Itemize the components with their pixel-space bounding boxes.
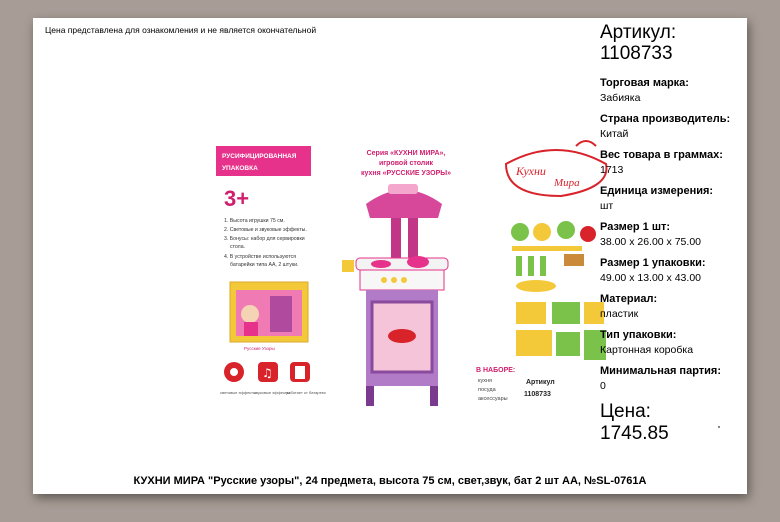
set-title: В НАБОРЕ: [476, 367, 516, 374]
article-label: Артикул: [600, 22, 677, 43]
set-item: посуда [478, 387, 496, 393]
field-label: Тип упаковки: [600, 329, 677, 341]
logo-text-2: Мира [554, 177, 580, 189]
sku-value: 1108733 [524, 391, 551, 398]
field-value: 1713 [600, 164, 624, 176]
field-brand [600, 76, 745, 105]
field-package-type [600, 328, 745, 357]
set-item: кухня [478, 378, 492, 384]
field-label: Минимальная партия: [600, 365, 721, 377]
product-image [216, 126, 611, 416]
product-caption: КУХНИ МИРА "Русские узоры", 24 предмета, высота 75 см, свет,звук, бат 2 шт АА, №SL-0761A [133, 475, 647, 487]
age-label: 3+ [224, 186, 250, 211]
sku-label: Артикул [526, 379, 555, 386]
field-weight [600, 148, 745, 177]
field-label: Вес товара в граммах: [600, 149, 723, 161]
article-value: 1108733 [600, 43, 673, 64]
product-sheet [33, 18, 747, 494]
field-label: Размер 1 шт: [600, 221, 671, 233]
field-min-batch [600, 364, 745, 393]
decorative-dot [718, 426, 720, 428]
feature-line: батарейки типа АА, 2 штуки. [230, 262, 299, 268]
icon-label-sound: звуковые эффекты [254, 390, 290, 395]
icon-label-battery: работает от батареек [286, 390, 326, 395]
box-thumbnail [230, 282, 308, 351]
icon-label-light: световые эффекты [220, 390, 256, 395]
field-package-size [600, 256, 745, 285]
field-value: Забияка [600, 92, 641, 104]
product-info [600, 22, 745, 445]
field-material [600, 292, 745, 321]
series-title-line: Серия «КУХНИ МИРА», [366, 150, 446, 157]
series-title-line: игровой столик [378, 160, 434, 167]
field-country [600, 112, 745, 141]
russified-badge [216, 146, 311, 176]
field-label: Торговая марка: [600, 77, 689, 89]
price-value: 1745.85 [600, 423, 669, 444]
field-label: Страна производитель: [600, 113, 731, 125]
set-item: аксессуары [478, 396, 508, 402]
feature-line: стола. [230, 244, 246, 250]
svg-text:♫: ♫ [262, 366, 273, 380]
field-value: шт [600, 200, 614, 212]
price-disclaimer: Цена представлена для ознакомления и не является окончательной [45, 25, 317, 35]
field-label: Материал: [600, 293, 658, 305]
feature-line: 1. Высота игрушки 75 см. [224, 218, 285, 224]
box-label: Русские Узоры [244, 346, 275, 351]
field-value: 0 [600, 380, 606, 392]
badge-text-1: РУСИФИЦИРОВАННАЯ [222, 153, 297, 160]
field-value: пластик [600, 308, 639, 320]
field-label: Размер 1 упаковки: [600, 257, 706, 269]
price-label: Цена: [600, 401, 651, 422]
field-label: Единица измерения: [600, 185, 714, 197]
feature-line: 4. В устройстве используются [224, 254, 297, 260]
logo-text-1: Кухни [516, 164, 546, 178]
field-value: Картонная коробка [600, 344, 694, 356]
field-value: 38.00 x 26.00 x 75.00 [600, 236, 701, 248]
feature-line: 2. Световые и звуковые эффекты. [224, 227, 307, 233]
field-item-size [600, 220, 745, 249]
field-value: 49.00 x 13.00 x 43.00 [600, 272, 701, 284]
feature-line: 3. Бонусы: набор для сервировки [224, 236, 305, 242]
badge-text-2: УПАКОВКА [222, 165, 258, 172]
series-title-line: кухня «РУССКИЕ УЗОРЫ» [361, 170, 451, 177]
field-value: Китай [600, 128, 629, 140]
field-unit [600, 184, 745, 213]
